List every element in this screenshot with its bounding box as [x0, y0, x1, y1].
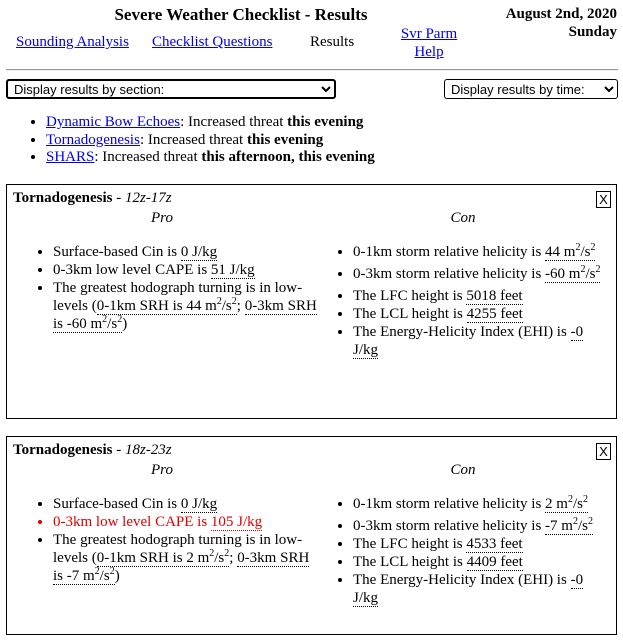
list-item: • 0-1km storm relative helicity is 44 $m^2/s^2$ — [353, 243, 603, 261]
threat-when: this evening — [287, 114, 364, 130]
nav-checklist-questions[interactable]: Checklist Questions — [152, 34, 273, 50]
weekday-text: Sunday — [568, 24, 617, 40]
lfc-value: 4533 feet — [466, 536, 523, 552]
nav-sounding-analysis[interactable]: Sounding Analysis — [16, 34, 129, 50]
page-title: Severe Weather Checklist - Results — [114, 5, 368, 24]
list-item: • 0-3km low level CAPE is 51 J/kg — [53, 261, 318, 279]
list-item: • The greatest hodograph turning is in low-levels (0-1km SRH is 44 $m^2/s^2$; 0-3km SRH is -60 $m^2/s^2$) — [53, 279, 318, 333]
cape-value: 51 J/kg — [210, 262, 255, 278]
divider — [6, 69, 618, 71]
lcl-value: 4255 feet — [466, 306, 523, 322]
list-item: • 0-3km storm relative helicity is -7 $m^2/s^2$ — [353, 517, 603, 535]
close-button[interactable]: X — [596, 191, 611, 208]
list-item: • The Energy-Helicity Index (EHI) is -0 J/kg — [353, 323, 603, 359]
time-select[interactable] — [444, 79, 618, 99]
helicity-1km-value: 44 $m^2/s^2$ — [545, 242, 596, 260]
con-list — [333, 495, 603, 607]
list-item: • Surface-based Cin is 0 J/kg — [53, 495, 318, 513]
threat-when: this afternoon, this evening — [201, 149, 375, 165]
con-list — [333, 243, 603, 359]
lfc-value: 5018 feet — [466, 288, 523, 304]
list-item: • The LFC height is 5018 feet — [353, 287, 603, 305]
date-text: August 2nd, 2020 — [505, 6, 617, 22]
srh3-value: 0-3km SRH is -7 $m^2/s^2$ — [53, 550, 310, 584]
threat-link-shars[interactable]: SHARS — [46, 149, 95, 165]
list-item: • The Energy-Helicity Index (EHI) is -0 J/kg — [353, 571, 603, 607]
pro-heading: Pro — [151, 462, 173, 478]
cape-value: 105 J/kg — [210, 514, 263, 530]
helicity-3km-value: -7 $m^2/s^2$ — [545, 516, 593, 534]
pro-heading: Pro — [151, 210, 173, 226]
threat-summary-list — [22, 114, 375, 167]
panel-title — [13, 190, 172, 207]
close-button[interactable]: X — [596, 443, 611, 460]
list-item: • 0-3km storm relative helicity is -60 $m^2/s^2$ — [353, 265, 603, 283]
pro-list — [33, 495, 318, 585]
threat-item — [46, 132, 375, 150]
list-item-alert: • 0-3km low level CAPE is 105 J/kg — [53, 513, 318, 531]
nav-svr-line1[interactable]: Svr Parm — [400, 26, 458, 42]
ehi-value: -0 J/kg — [353, 324, 584, 358]
threat-when: this evening — [246, 131, 324, 148]
pro-list — [33, 243, 318, 333]
list-item: • The greatest hodograph turning is in low-levels (0-1km SRH is 2 $m^2/s^2$; 0-3km SRH is -7 $m^2/s^2$) — [53, 531, 318, 585]
panel-time-range: - 12z-17z — [112, 190, 172, 206]
results-panel-18z-23z — [6, 436, 617, 635]
results-panel-12z-17z — [6, 184, 617, 419]
list-item: • The LCL height is 4255 feet — [353, 305, 603, 323]
nav-svr-parm-help[interactable] — [399, 25, 459, 61]
panel-time-range: - 18z-23z — [112, 442, 172, 458]
threat-item — [46, 114, 375, 132]
ehi-value: -0 J/kg — [353, 572, 584, 606]
panel-title-name: Tornadogenesis — [13, 442, 113, 458]
list-item: • 0-1km storm relative helicity is 2 $m^2/s^2$ — [353, 495, 603, 513]
srh1-value: 0-1km SRH is 44 $m^2/s^2$ — [96, 296, 237, 314]
list-item: • The LFC height is 4533 feet — [353, 535, 603, 553]
con-heading: Con — [450, 210, 476, 226]
threat-item — [46, 149, 375, 167]
threat-text: : Increased threat — [94, 149, 202, 165]
date-block — [506, 5, 617, 41]
cin-value: 0 J/kg — [180, 496, 218, 512]
lcl-value: 4409 feet — [466, 554, 523, 570]
con-heading: Con — [450, 462, 476, 478]
section-select[interactable] — [6, 79, 336, 99]
threat-text: : Increased threat — [139, 131, 247, 148]
cin-value: 0 J/kg — [180, 244, 218, 260]
list-item: • Surface-based Cin is 0 J/kg — [53, 243, 318, 261]
panel-title-name: Tornadogenesis — [13, 190, 113, 206]
panel-title — [13, 442, 172, 459]
threat-text: : Increased threat — [180, 114, 288, 130]
srh3-value: 0-3km SRH is -60 $m^2/s^2$ — [53, 298, 317, 332]
helicity-3km-value: -60 $m^2/s^2$ — [545, 264, 601, 282]
helicity-1km-value: 2 $m^2/s^2$ — [545, 494, 588, 512]
threat-link-bow-echoes[interactable]: Dynamic Bow Echoes — [46, 114, 181, 130]
nav-svr-line2[interactable]: Help — [414, 44, 444, 60]
srh1-value: 0-1km SRH is 2 $m^2/s^2$ — [96, 548, 230, 566]
threat-link-tornadogenesis[interactable]: Tornadogenesis — [46, 131, 140, 148]
list-item: • The LCL height is 4409 feet — [353, 553, 603, 571]
nav-results-current: Results — [310, 34, 355, 50]
